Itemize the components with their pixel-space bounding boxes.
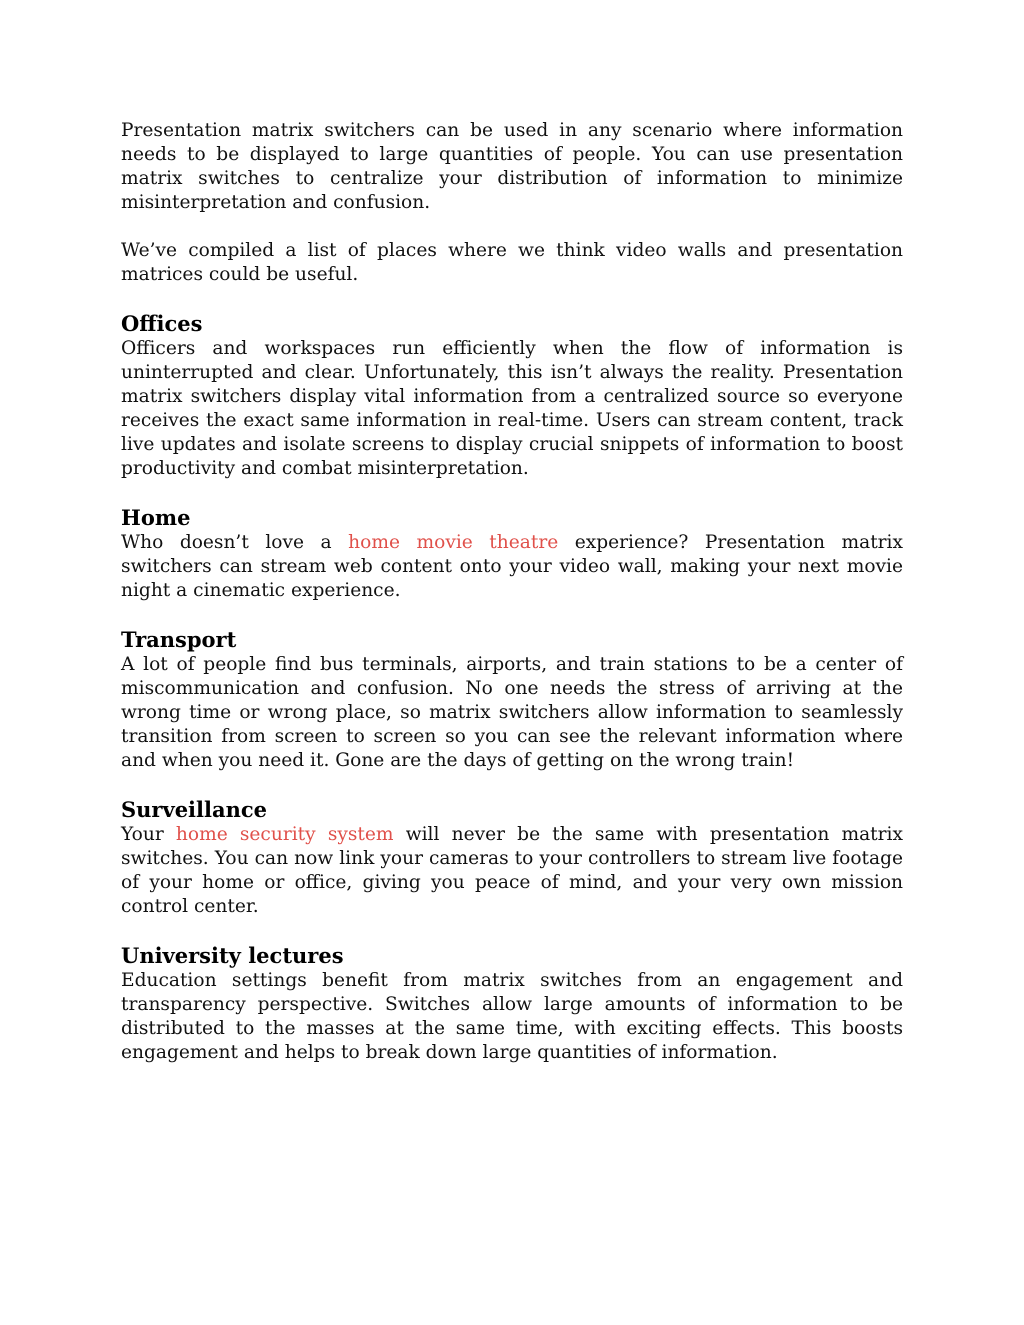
section-body-home xyxy=(121,531,903,603)
surveillance-body-text-after: will never be the same with presentation matrix switches. You can now link your cameras to your controllers to stream live footage of your home or office, giving you peace of mind, and your very own mission control center. xyxy=(121,824,903,917)
section-heading-university-lectures: University lectures xyxy=(121,943,344,968)
intro-paragraph-2: We’ve compiled a list of places where we think video walls and presentation matrices could be useful. xyxy=(121,240,903,285)
section-body-university-lectures: Education settings benefit from matrix switches from an engagement and transparency perspective. Switches allow large amounts of information to be distributed to the masses at the same time, with exciting effects. This boosts engagement and helps to break down large quantities of information. xyxy=(121,970,903,1063)
section-heading-surveillance: Surveillance xyxy=(121,797,268,822)
surveillance-body-text-before: Your xyxy=(121,824,176,845)
home-movie-theatre-link[interactable]: home movie theatre xyxy=(348,532,559,553)
section-home xyxy=(121,505,903,603)
section-body-transport: A lot of people find bus terminals, airports, and train stations to be a center of miscommunication and confusion. No one needs the stress of arriving at the wrong time or wrong place, so matrix switchers allow information to seamlessly transition from screen to screen so you can see the relevant information where and when you need it. Gone are the days of getting on the wrong train! xyxy=(121,654,903,771)
paragraph-gap xyxy=(121,215,903,239)
section-transport xyxy=(121,627,903,773)
section-heading-home: Home xyxy=(121,505,191,530)
document-page xyxy=(121,119,903,1065)
section-body-offices: Officers and workspaces run efficiently when the flow of information is uninterrupted and clear. Unfortunately, this isn’t always the reality. Presentation matrix switchers display vital information from a centralized source so everyone receives the exact same information in real-time. Users can stream content, track live updates and isolate screens to display crucial snippets of information to boost productivity and combat misinterpretation. xyxy=(121,338,903,479)
section-body-surveillance xyxy=(121,823,903,919)
section-heading-offices: Offices xyxy=(121,311,203,336)
intro-paragraph-1: Presentation matrix switchers can be used in any scenario where information needs to be displayed to large quantities of people. You can use presentation matrix switches to centralize your distribution of information to minimize misinterpretation and confusion. xyxy=(121,120,903,213)
section-offices xyxy=(121,311,903,481)
section-university-lectures xyxy=(121,943,903,1065)
home-body-text-after: experience? Presentation matrix switchers can stream web content onto your video wall, making your next movie night a cinematic experience. xyxy=(121,532,903,601)
home-security-system-link[interactable]: home security system xyxy=(175,824,394,845)
home-body-text-before: Who doesn’t love a xyxy=(121,532,349,553)
section-surveillance xyxy=(121,797,903,919)
section-heading-transport: Transport xyxy=(121,627,237,652)
